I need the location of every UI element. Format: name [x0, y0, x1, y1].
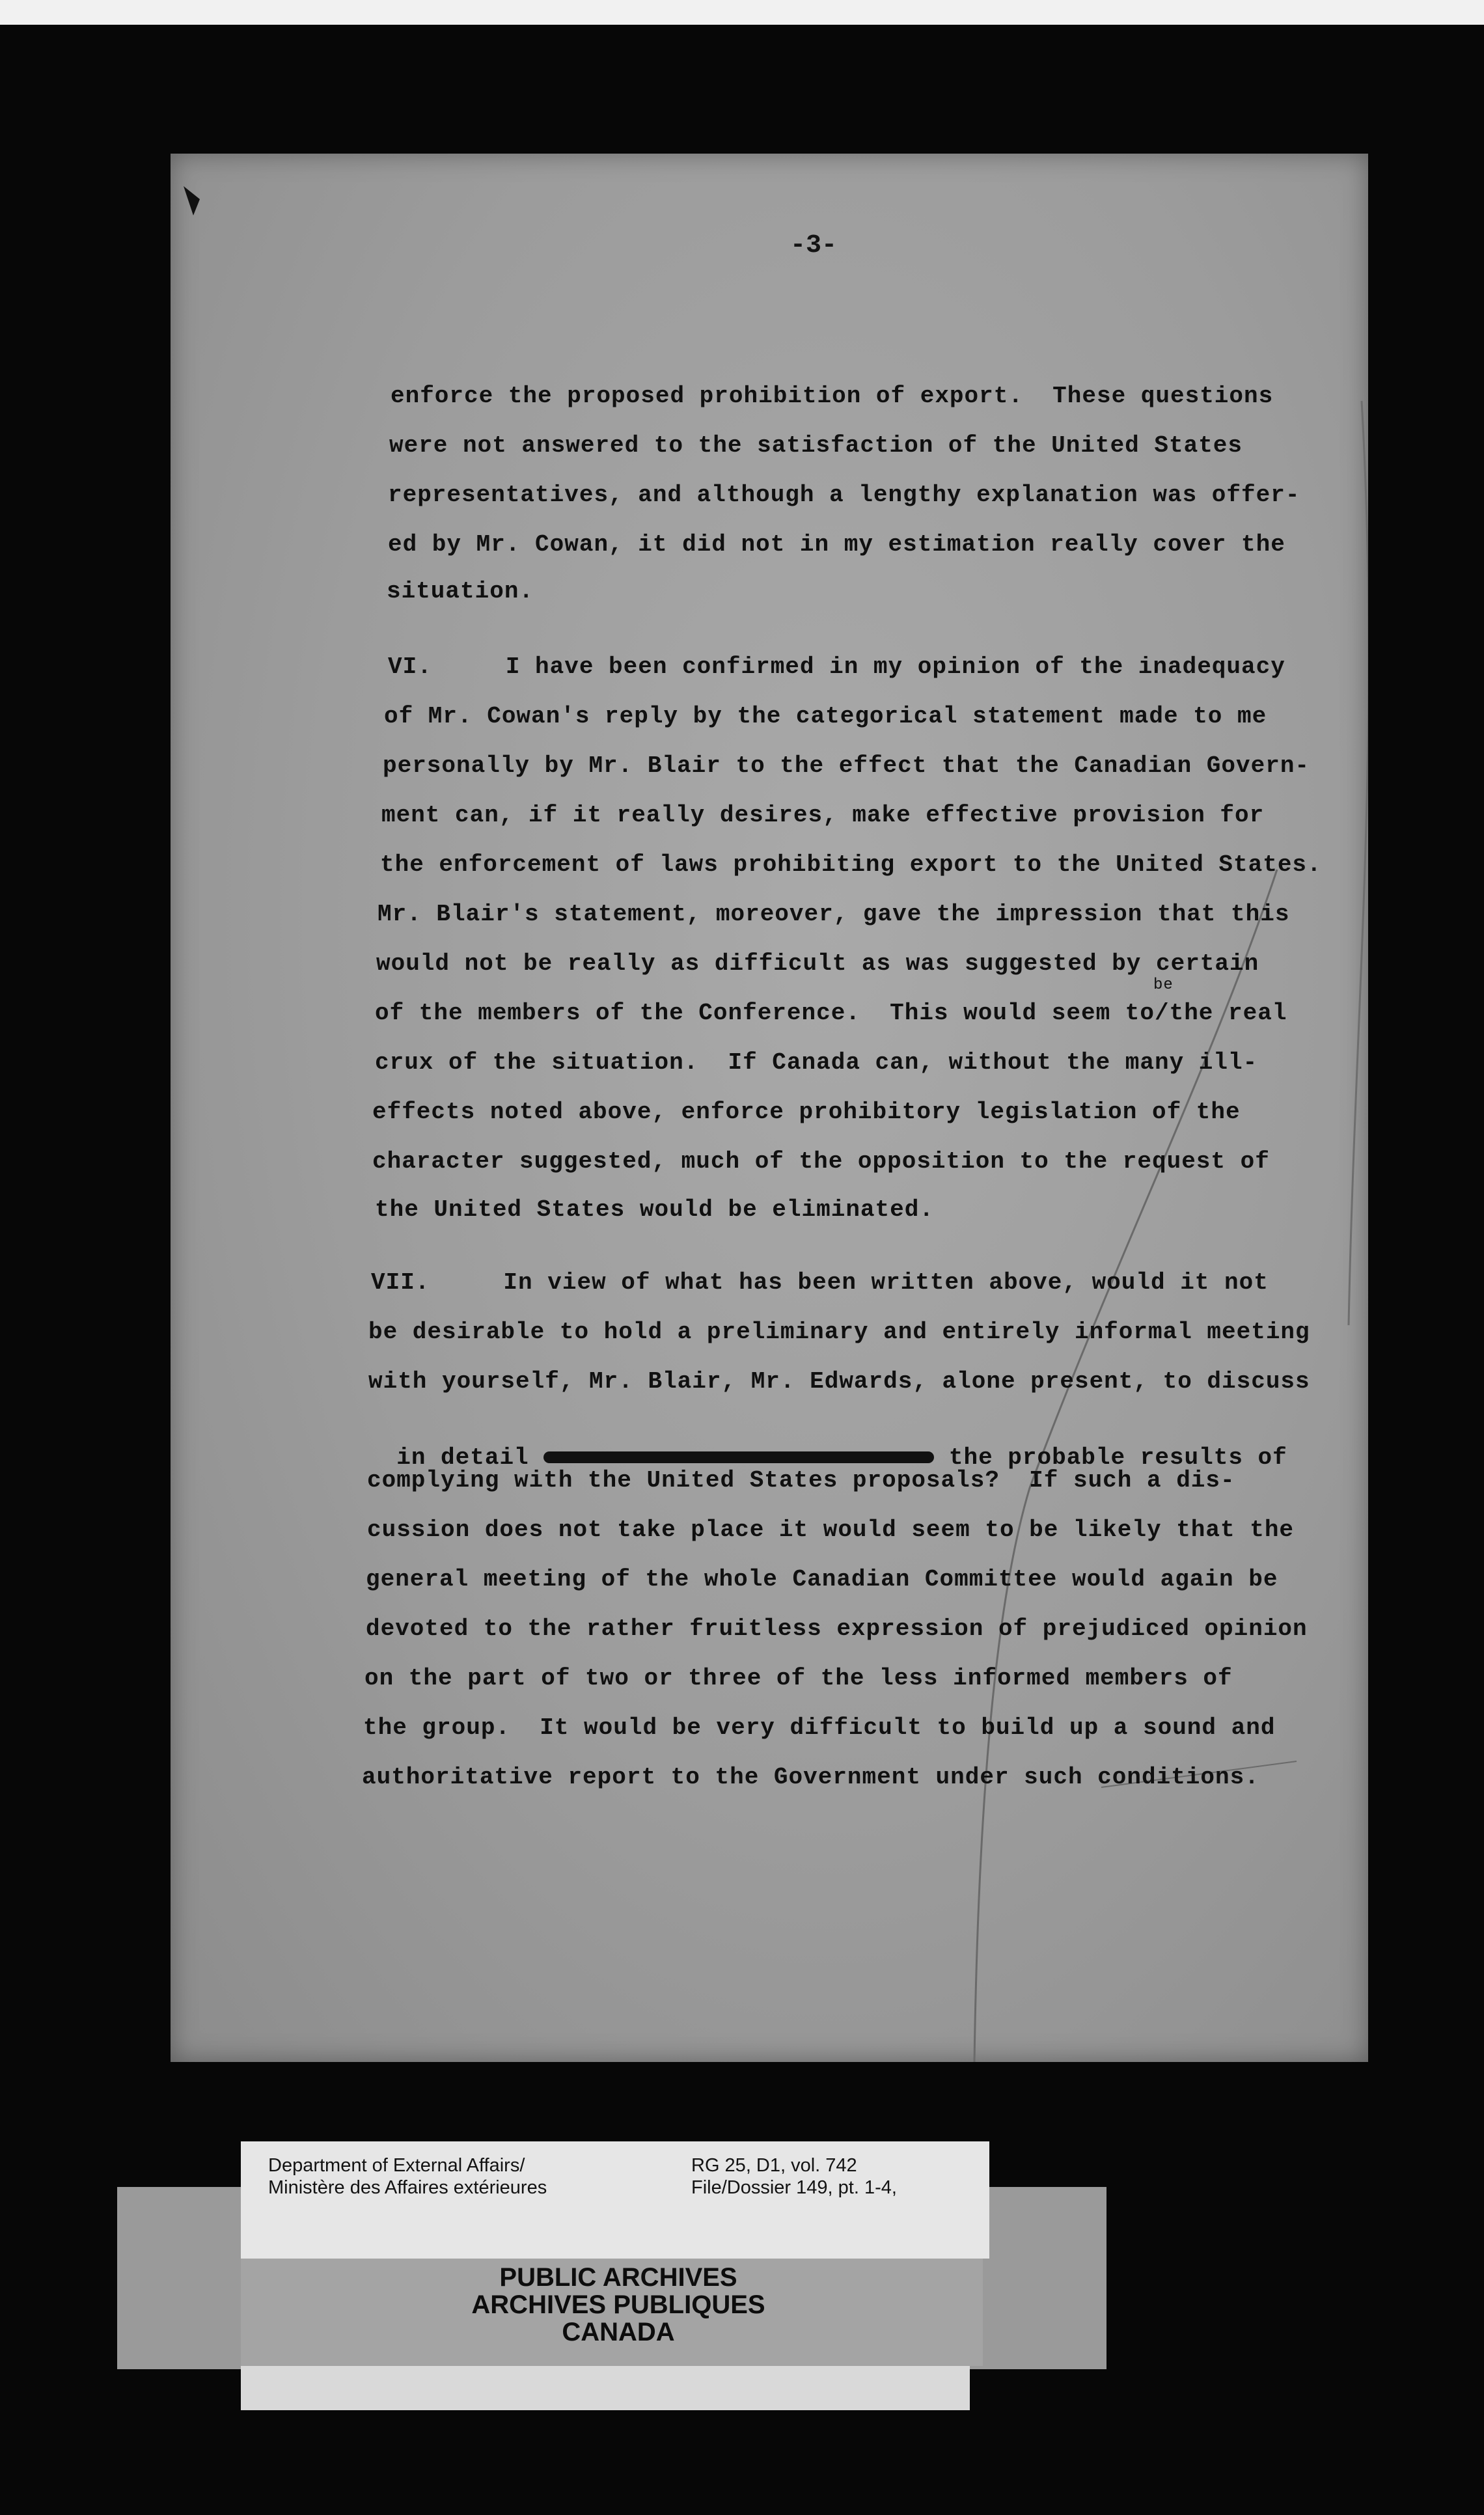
body-line: of the members of the Conference. This would seem to/the real — [375, 1000, 1287, 1026]
body-line: VII. In view of what has been written above, would it not — [371, 1269, 1269, 1296]
body-line: crux of the situation. If Canada can, without the many ill- — [375, 1049, 1258, 1076]
body-line: enforce the proposed prohibition of export. These questions — [391, 383, 1274, 409]
redaction-strike — [543, 1451, 934, 1463]
body-line: ment can, if it really desires, make effective provision for — [381, 802, 1265, 829]
archive-reference-1: RG 25, D1, vol. 742 — [691, 2155, 857, 2176]
page-number: -3- — [790, 231, 837, 260]
body-line: the group. It would be very difficult to build up a sound and — [363, 1714, 1276, 1741]
body-line: with yourself, Mr. Blair, Mr. Edwards, alone present, to discuss — [368, 1368, 1310, 1395]
body-line: representatives, and although a lengthy explanation was offer- — [388, 482, 1300, 508]
body-line: were not answered to the satisfaction of the United States — [389, 432, 1243, 459]
archive-reference-2: File/Dossier 149, pt. 1-4, — [691, 2177, 897, 2198]
body-line: effects noted above, enforce prohibitory legislation of the — [372, 1099, 1241, 1125]
body-line: complying with the United States proposals? If such a dis- — [367, 1467, 1235, 1494]
archives-stamp-line-3: CANADA — [562, 2318, 675, 2346]
body-line: on the part of two or three of the less informed members of — [364, 1665, 1233, 1692]
department-fr: Ministère des Affaires extérieures — [268, 2177, 547, 2198]
body-line: would not be really as difficult as was suggested by certain — [376, 950, 1259, 977]
archive-label-bottom-strip — [241, 2366, 970, 2410]
top-border — [0, 0, 1484, 25]
body-line: be desirable to hold a preliminary and entirely informal meeting — [368, 1319, 1310, 1345]
handwritten-insert: be — [1153, 976, 1174, 994]
body-line: VI. I have been confirmed in my opinion of the inadequacy — [388, 653, 1285, 680]
archives-stamp — [351, 2264, 885, 2346]
body-line-start: in detail — [396, 1444, 529, 1471]
body-line — [367, 1418, 1287, 1471]
body-line: personally by Mr. Blair to the effect that the Canadian Govern- — [383, 752, 1310, 779]
body-line: devoted to the rather fruitless expression of prejudiced opinion — [366, 1615, 1308, 1642]
body-line: of Mr. Cowan's reply by the categorical statement made to me — [384, 703, 1267, 730]
body-line: authoritative report to the Government under such conditions. — [362, 1764, 1259, 1791]
body-line: the enforcement of laws prohibiting export to the United States. — [380, 851, 1322, 878]
body-line: character suggested, much of the opposition to the request of — [372, 1148, 1270, 1175]
body-line: general meeting of the whole Canadian Committee would again be — [366, 1566, 1278, 1593]
archives-stamp-line-2: ARCHIVES PUBLIQUES — [471, 2290, 765, 2319]
body-line: the United States would be eliminated. — [375, 1196, 934, 1223]
body-line: Mr. Blair's statement, moreover, gave the impression that this — [378, 901, 1290, 928]
body-line: cussion does not take place it would seem to be likely that the — [367, 1517, 1295, 1543]
archives-stamp-line-1: PUBLIC ARCHIVES — [499, 2263, 737, 2292]
body-line: ed by Mr. Cowan, it did not in my estimation really cover the — [388, 531, 1285, 558]
body-line: situation. — [387, 578, 534, 605]
department-en: Department of External Affairs/ — [268, 2155, 525, 2176]
body-line-end: the probable results of — [948, 1444, 1287, 1471]
